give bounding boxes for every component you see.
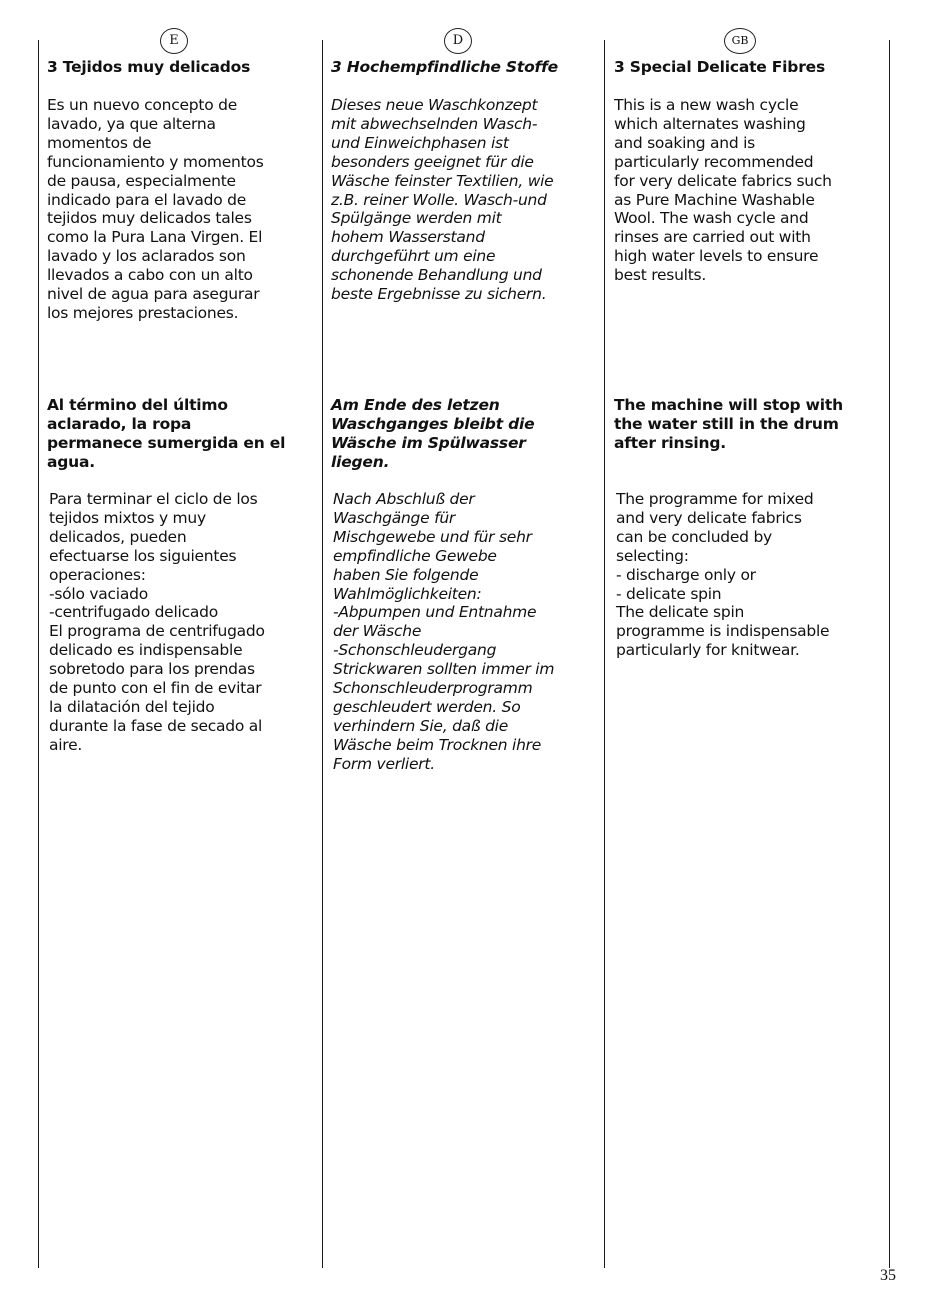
language-badge-spanish: E [160, 28, 188, 54]
rinse-hold-note-body: Para terminar el ciclo de los tejidos mixtos y muy delicados, pueden efectuarse los siguientes operaciones: -sólo vaciado -centrifugado delicado El programa de centrifugado delicado es indispensable sobretodo para los prendas de punto con el fin de evitar la dilatación del tejido durante la fase de secado al aire. [49, 490, 265, 754]
section-title: 3 Hochempfindliche Stoffe [331, 58, 558, 76]
rinse-hold-note-title: Al término del último aclarado, la ropa permanece sumergida en el agua. [47, 396, 286, 471]
column-rule-mid-left [322, 40, 323, 1268]
column-rule-left [38, 40, 39, 1268]
section-title: 3 Tejidos muy delicados [47, 58, 251, 76]
column-rule-mid-right [604, 40, 605, 1268]
column-rule-right [889, 40, 890, 1268]
rinse-hold-note-title: The machine will stop with the water still in the drum after rinsing. [614, 396, 843, 452]
intro-paragraph: Es un nuevo concepto de lavado, ya que alterna momentos de funcionamiento y momentos de pausa, especialmente indicado para el lavado de tejidos muy delicados tales como la Pura Lana Virgen. El lavado y los aclarados son llevados a cabo con un alto nivel de agua para asegurar los mejores prestaciones. [47, 96, 264, 322]
rinse-hold-note-body: The programme for mixed and very delicate fabrics can be concluded by selecting: - discharge only or - delicate spin The delicate spin programme is indispensable particularly for knitwear. [616, 490, 830, 660]
page-number: 35 [880, 1267, 896, 1284]
section-title: 3 Special Delicate Fibres [614, 58, 825, 76]
intro-paragraph: Dieses neue Waschkonzept mit abwechselnden Wasch- und Einweichphasen ist besonders geeignet für die Wäsche feinster Textilien, wie z.B. reiner Wolle. Wasch-und Spülgänge werden mit hohem Wasserstand durchgeführt um eine schonende Behandlung und beste Ergebnisse zu sichern. [331, 96, 554, 304]
intro-paragraph: This is a new wash cycle which alternates washing and soaking and is particularly recommended for very delicate fabrics such as Pure Machine Washable Wool. The wash cycle and rinses are carried out with high water levels to ensure best results. [614, 96, 832, 285]
rinse-hold-note-body: Nach Abschluß der Waschgänge für Mischgewebe und für sehr empfindliche Gewebe haben Sie folgende Wahlmöglichkeiten: -Abpumpen und Entnahme der Wäsche -Schonschleudergang Strickwaren sollten immer im Schonschleuderprogramm geschleudert werden. So verhindern Sie, daß die Wäsche beim Trocknen ihre Form verliert. [333, 490, 555, 773]
language-badge-german: D [444, 28, 472, 54]
language-badge-english: GB [724, 28, 756, 54]
rinse-hold-note-title: Am Ende des letzen Waschganges bleibt die Wäsche im Spülwasser liegen. [331, 396, 535, 471]
